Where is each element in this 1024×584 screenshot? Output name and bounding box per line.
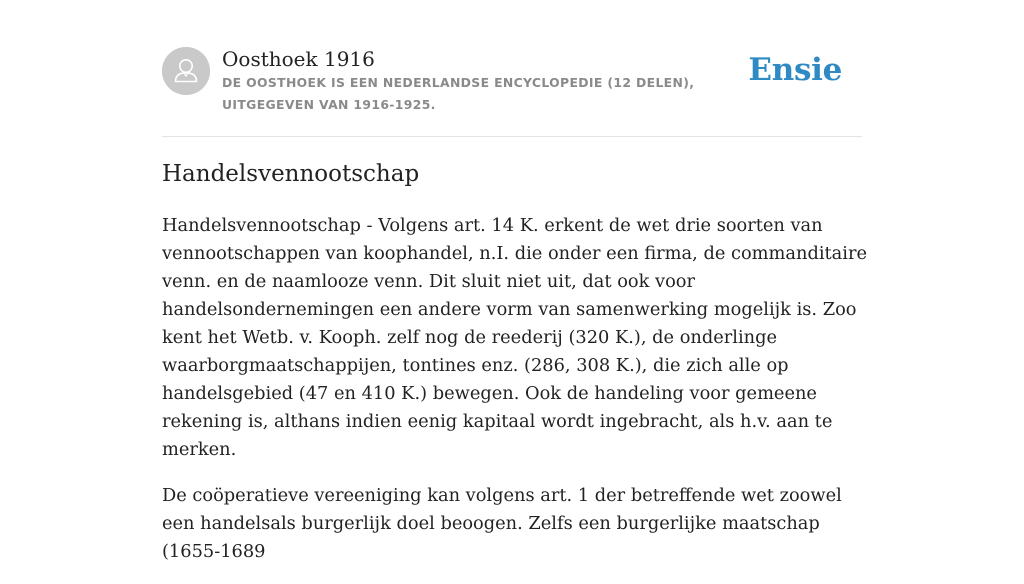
user-avatar-icon[interactable] (162, 47, 210, 95)
article-title: Handelsvennootschap (162, 161, 420, 187)
person-outline-icon (162, 47, 210, 95)
source-name[interactable]: Oosthoek 1916 (222, 47, 375, 71)
article-paragraph: De coöperatieve vereeniging kan volgens art. 1 der betreffende wet zoowel een handelsals burgerlijk doel beoogen. Zelfs een burgerlijke maatschap (1655-1689 (162, 485, 842, 562)
article-body (162, 212, 870, 584)
article-paragraph: Handelsvennootschap - Volgens art. 14 K. erkent de wet drie soorten van vennootschappen van koophandel, n.I. die onder een firma, de commanditaire venn. en de naamlooze venn. Dit sluit niet uit, dat ook voor handelsondernemingen een andere vorm van samenwerking mogelijk is. Zoo kent het Wetb. v. Kooph. zelf nog de reederij (320 K.), de onderlinge waarborgmaatschappijen, tontines enz. (286, 308 K.), die zich alle op handelsgebied (47 en 410 K.) bewegen. Ook de handeling voor gemeene rekening is, althans indien eenig kapitaal wordt ingebracht, als h.v. aan te merken. (162, 215, 867, 460)
ensie-logo[interactable]: Ensie (748, 52, 842, 88)
source-header (162, 46, 862, 137)
source-description: DE OOSTHOEK IS EEN NEDERLANDSE ENCYCLOPEDIE (12 DELEN), UITGEGEVEN VAN 1916-1925. (222, 75, 695, 112)
